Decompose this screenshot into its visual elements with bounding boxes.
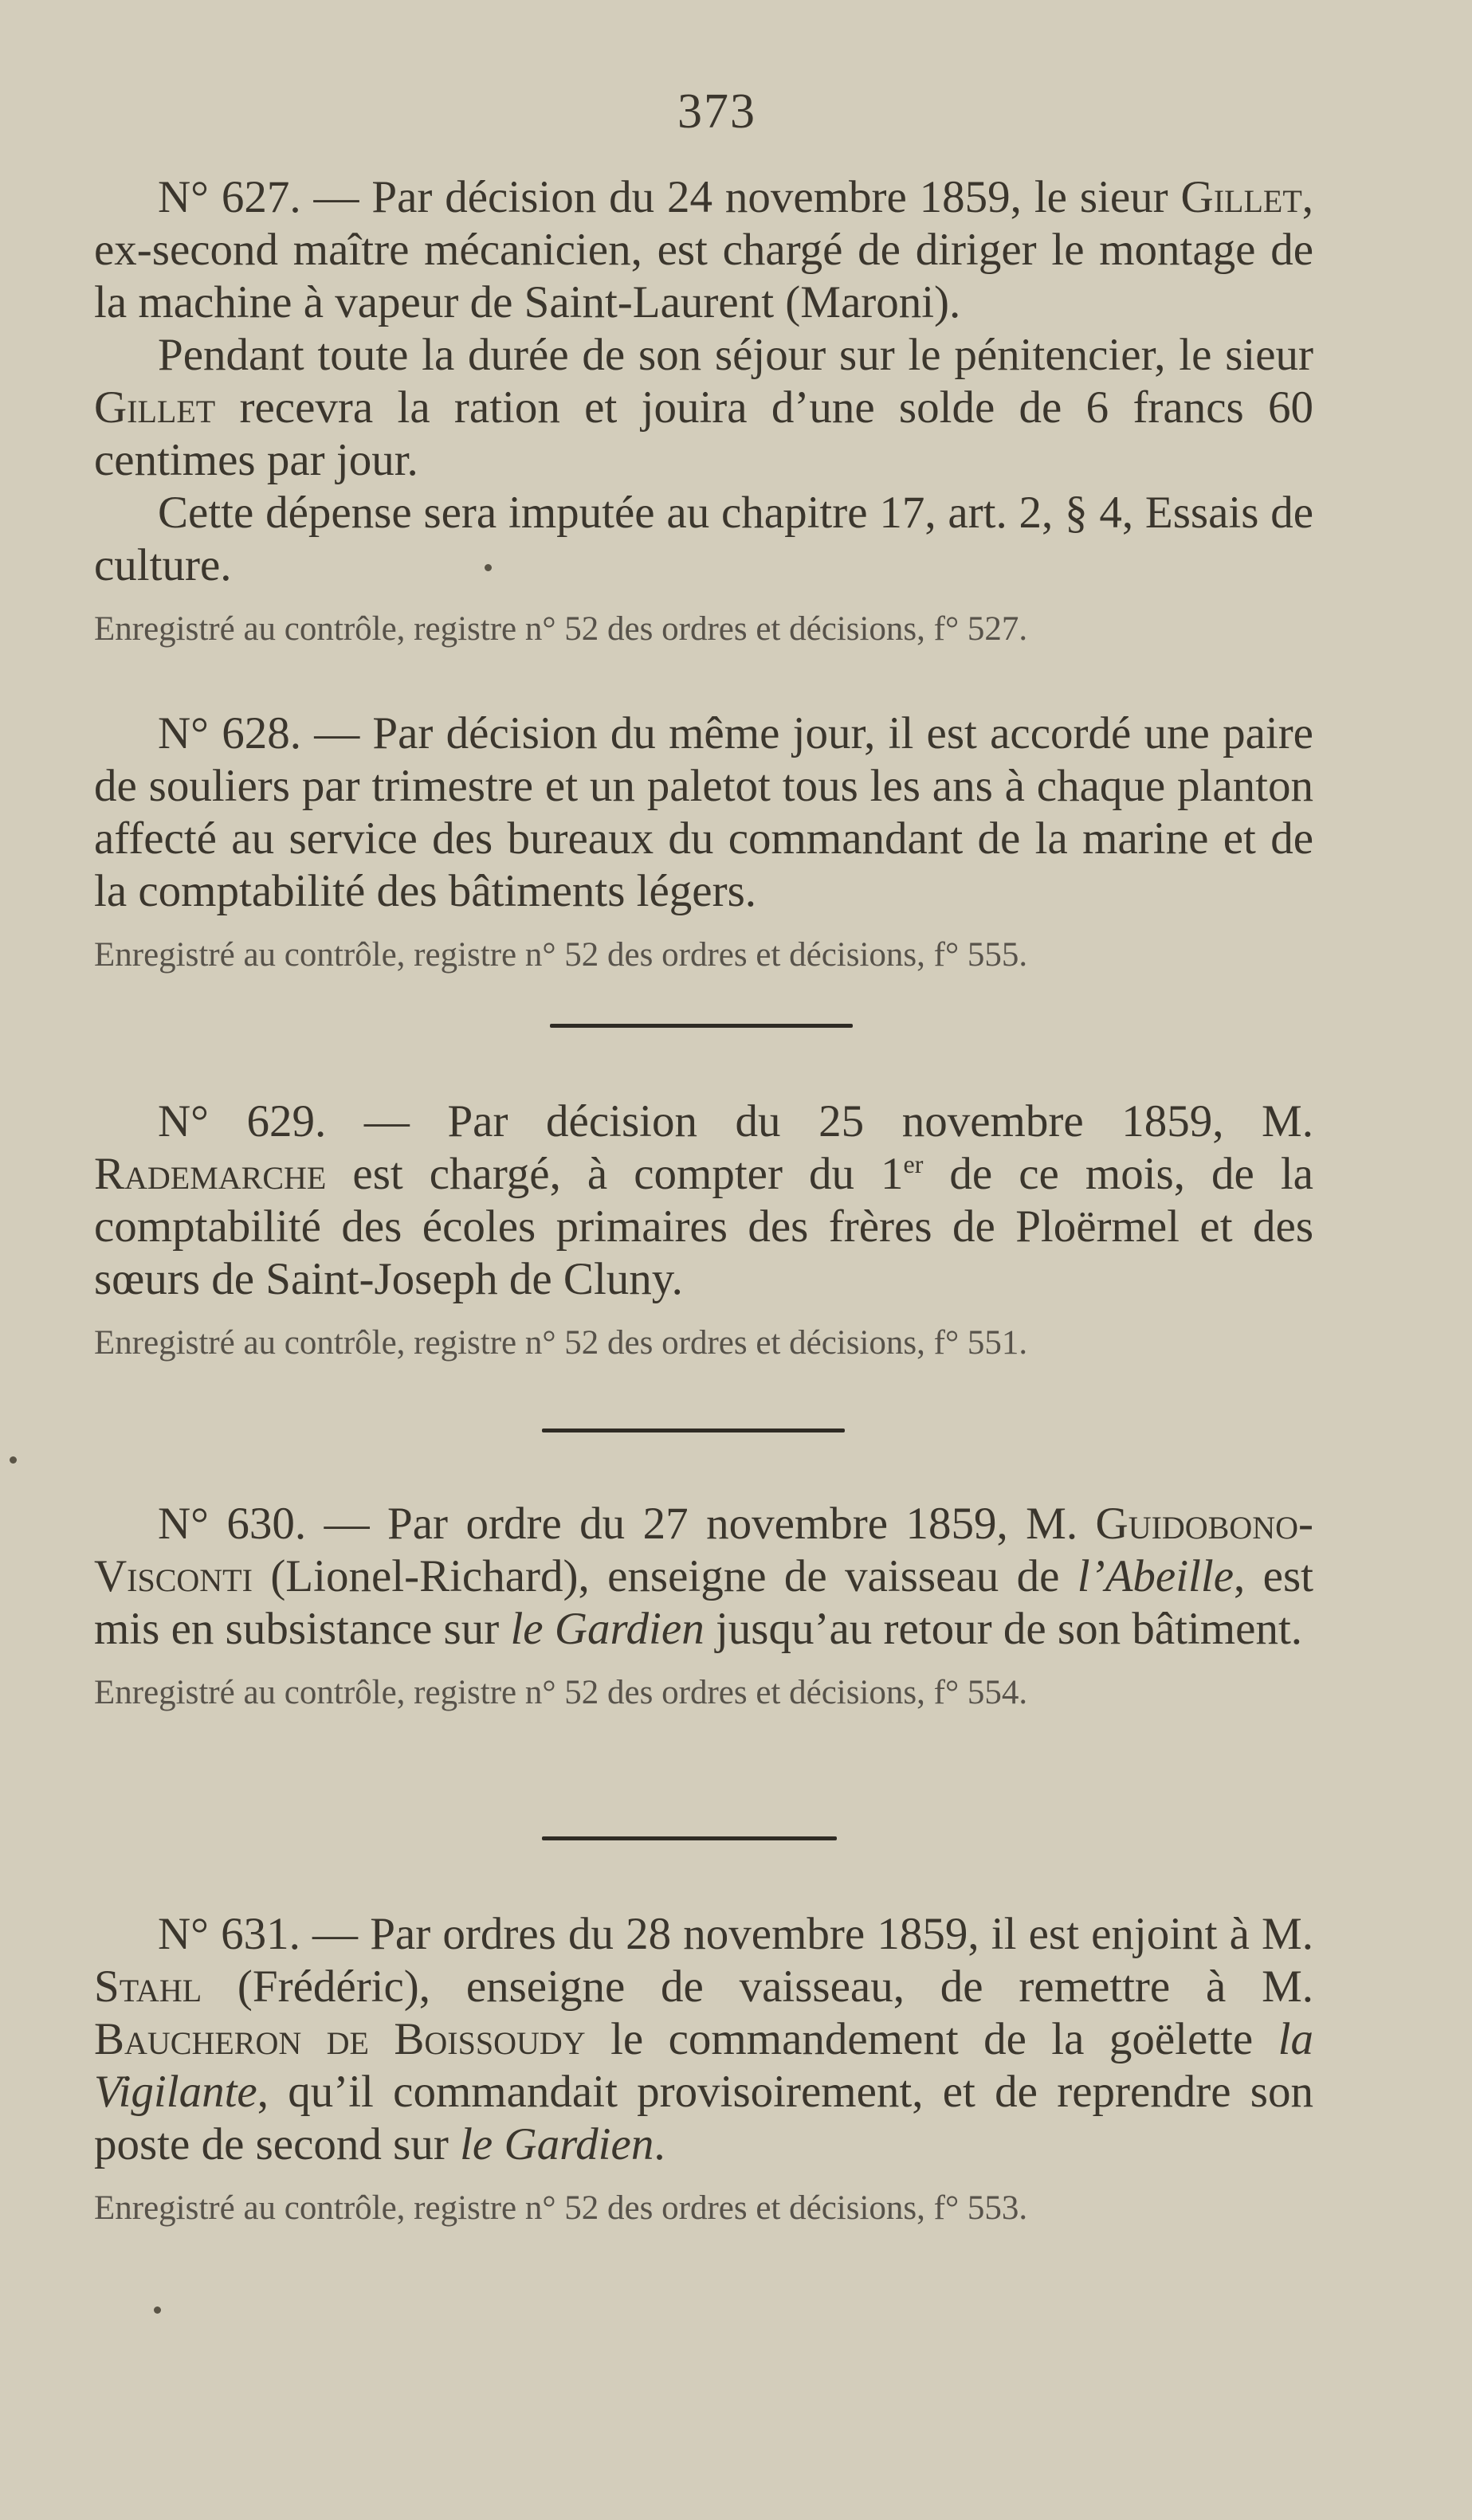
person-name: Guidobono-Visconti [94, 1499, 1313, 1601]
paper-speck [154, 2306, 161, 2314]
entry-630 [94, 1498, 1313, 1713]
person-name: Rademarche [94, 1149, 327, 1199]
ship-name: le Gardien [510, 1604, 705, 1654]
entry-number: N° 631. [158, 1909, 300, 1959]
registration-note: Enregistré au contrôle, registre n° 52 des ordres et décisions, f° 554. [94, 1674, 1028, 1711]
ship-name: l’Abeille [1077, 1551, 1235, 1601]
paper-speck [10, 1456, 17, 1464]
entry-628-paragraph: N° 628. — Par décision du même jour, il est accordé une paire de souliers par trimestre et un paletot tous les ans à chaque planton affecté au service des bureaux du commandant de la marine et de la comptabilité des bâtiments légers. [94, 708, 1313, 916]
entry-number: N° 629. [158, 1096, 327, 1146]
paper-speck [485, 564, 492, 571]
entry-627 [94, 171, 1313, 649]
entry-629 [94, 1095, 1313, 1363]
registration-note: Enregistré au contrôle, registre n° 52 des ordres et décisions, f° 555. [94, 936, 1028, 974]
ship-name: le Gardien [460, 2119, 654, 2169]
registration-note: Enregistré au contrôle, registre n° 52 des ordres et décisions, f° 527. [94, 610, 1028, 648]
person-name: Gillet [94, 382, 216, 433]
entry-number: N° 627. [158, 172, 301, 222]
registration-note: Enregistré au contrôle, registre n° 52 des ordres et décisions, f° 551. [94, 1324, 1028, 1362]
person-name: Baucheron de Boissoudy [94, 2014, 586, 2064]
entry-630-paragraph: N° 630. — Par ordre du 27 novembre 1859, M. Guidobono-Visconti (Lionel-Richard), enseigne de vaisseau de l’Abeille, est mis en subsistance sur le Gardien jusqu’au retour de son bâtiment. [94, 1499, 1313, 1654]
page-number: 373 [677, 84, 756, 139]
person-name: Gillet [1180, 172, 1302, 222]
section-divider [550, 1024, 853, 1028]
entry-631 [94, 1908, 1313, 2228]
ship-name: la Vigilante [94, 2014, 1313, 2117]
section-divider [542, 1836, 837, 1840]
entry-627-paragraph-1: N° 627. — Par décision du 24 novembre 1859, le sieur Gillet, ex-second maître mécanicien, est chargé de diriger le montage de la machine à vapeur de Saint-Laurent (Maroni). [94, 172, 1313, 327]
section-divider [542, 1429, 845, 1432]
entry-627-paragraph-2: Pendant toute la durée de son séjour sur le pénitencier, le sieur Gillet recevra la ration et jouira d’une solde de 6 francs 60 centimes par jour. [94, 330, 1313, 485]
entry-number: N° 630. [158, 1499, 307, 1549]
person-name: Stahl [94, 1962, 202, 2012]
entry-627-paragraph-3: Cette dépense sera imputée au chapitre 17, art. 2, § 4, Essais de culture. [94, 488, 1313, 590]
entry-628 [94, 707, 1313, 975]
registration-note: Enregistré au contrôle, registre n° 52 des ordres et décisions, f° 553. [94, 2189, 1028, 2227]
entry-631-paragraph: N° 631. — Par ordres du 28 novembre 1859, il est enjoint à M. Stahl (Frédéric), enseigne de vaisseau, de remettre à M. Baucheron de Boissoudy le commandement de la goëlette la Vigilante, qu’il commandait provisoirement, et de reprendre son poste de second sur le Gardien. [94, 1909, 1313, 2169]
entry-number: N° 628. [158, 708, 301, 758]
entry-629-paragraph: N° 629. — Par décision du 25 novembre 1859, M. Rademarche est chargé, à compter du 1er de ce mois, de la comptabilité des écoles primaires des frères de Ploërmel et des sœurs de Saint-Joseph de Cluny. [94, 1096, 1313, 1304]
